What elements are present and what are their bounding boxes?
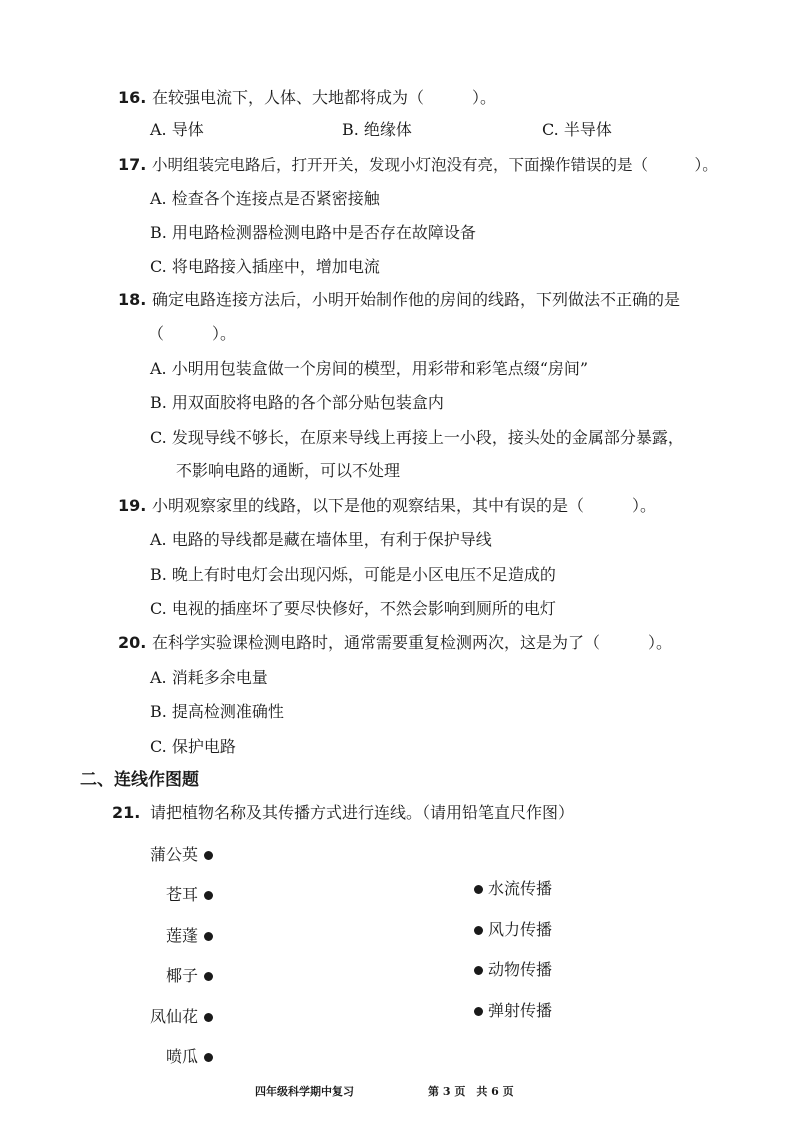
method-wind: 风力传播 (488, 920, 553, 939)
question-18-stem: 确定电路连接方法后，小明开始制作他的房间的线路，下列做法不正确的是 (152, 290, 681, 309)
question-20-option-c: C. 保护电路 (150, 737, 236, 756)
method-animal: 动物传播 (488, 960, 553, 979)
question-19-number: 19. (118, 496, 147, 515)
question-19-option-b: B. 晚上有时电灯会出现闪烁，可能是小区电压不足造成的 (150, 565, 556, 584)
question-16-option-b: B. 绝缘体 (342, 120, 412, 139)
plant-cocklebur: 苍耳 (165, 885, 198, 904)
question-20-number: 20. (118, 633, 147, 652)
section-2-title: 二、连线作图题 (80, 770, 199, 790)
method-animal-dot[interactable] (474, 966, 483, 975)
plant-squirting-cucumber-dot[interactable] (204, 1053, 213, 1062)
question-16-option-a: A. 导体 (150, 120, 204, 139)
question-18-option-a: A. 小明用包装盒做一个房间的模型，用彩带和彩笔点缀“房间” (150, 359, 589, 378)
method-water-dot[interactable] (474, 885, 483, 894)
plant-dandelion-dot[interactable] (204, 851, 213, 860)
method-ejection-dot[interactable] (474, 1007, 483, 1016)
question-20-option-b: B. 提高检测准确性 (150, 702, 284, 721)
question-18-option-b: B. 用双面胶将电路的各个部分贴包装盒内 (150, 393, 444, 412)
question-19-stem: 小明观察家里的线路，以下是他的观察结果，其中有误的是（ ）。 (152, 496, 657, 515)
question-18-option-c-continued: 不影响电路的通断，可以不处理 (176, 461, 401, 480)
footer-course: 四年级科学期中复习 (255, 1085, 354, 1098)
question-16-option-c: C. 半导体 (542, 120, 612, 139)
question-18-number: 18. (118, 290, 147, 309)
question-17-option-c: C. 将电路接入插座中，增加电流 (150, 257, 380, 276)
question-21-stem: 请把植物名称及其传播方式进行连线。（请用铅笔直尺作图） (150, 803, 575, 822)
plant-cocklebur-dot[interactable] (204, 891, 213, 900)
plant-impatiens-dot[interactable] (204, 1013, 213, 1022)
question-18-option-c: C. 发现导线不够长，在原来导线上再接上一小段，接头处的金属部分暴露， (150, 428, 684, 447)
question-18-stem-continued: （ ）。 (148, 324, 237, 343)
question-20-option-a: A. 消耗多余电量 (150, 668, 268, 687)
question-16-number: 16. (118, 88, 147, 107)
method-ejection: 弹射传播 (488, 1001, 553, 1020)
plant-coconut-dot[interactable] (204, 972, 213, 981)
question-19-option-a: A. 电路的导线都是藏在墙体里，有利于保护导线 (150, 530, 492, 549)
plant-lotus-pod-dot[interactable] (204, 932, 213, 941)
method-wind-dot[interactable] (474, 926, 483, 935)
plant-squirting-cucumber: 喷瓜 (165, 1047, 198, 1066)
question-17-stem: 小明组装完电路后，打开开关，发现小灯泡没有亮，下面操作错误的是（ ）。 (152, 156, 718, 174)
question-19-option-c: C. 电视的插座坏了要尽快修好，不然会影响到厕所的电灯 (150, 599, 556, 618)
plant-coconut: 椰子 (165, 966, 198, 985)
question-16-stem: 在较强电流下，人体、大地都将成为（ ）。 (152, 88, 497, 107)
question-17-option-a: A. 检查各个连接点是否紧密接触 (150, 189, 380, 208)
plant-lotus-pod: 莲蓬 (165, 926, 198, 945)
question-17-number: 17. (118, 155, 147, 174)
plant-dandelion: 蒲公英 (149, 845, 198, 864)
plant-impatiens: 凤仙花 (149, 1007, 198, 1026)
question-21-number: 21. (112, 803, 141, 822)
question-20-stem: 在科学实验课检测电路时，通常需要重复检测两次，这是为了（ ）。 (152, 633, 673, 652)
question-17-option-b: B. 用电路检测器检测电路中是否存在故障设备 (150, 223, 476, 242)
method-water: 水流传播 (488, 879, 553, 898)
footer-page-number: 第 3 页 共 6 页 (428, 1085, 514, 1098)
